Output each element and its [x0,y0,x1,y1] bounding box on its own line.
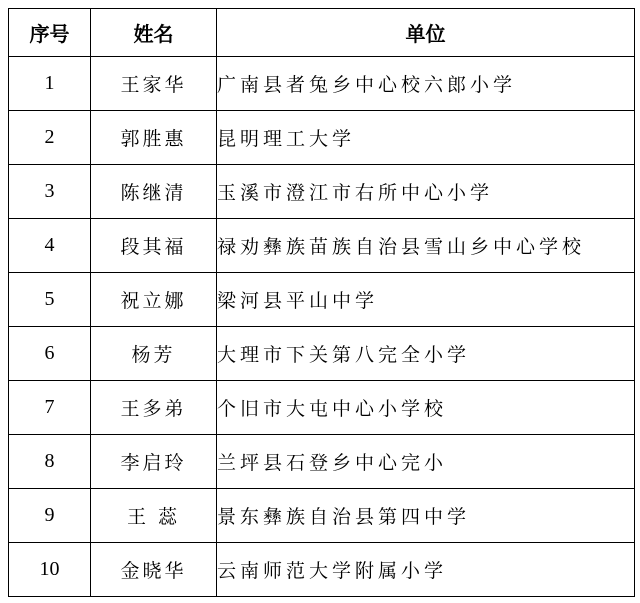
row-unit: 云南师范大学附属小学 [217,543,635,597]
row-name: 段其福 [91,219,217,273]
row-number: 2 [9,111,91,165]
table-row [9,489,635,543]
row-number: 8 [9,435,91,489]
table-row [9,165,635,219]
row-number: 1 [9,57,91,111]
table-body [9,57,635,597]
table-row [9,111,635,165]
table-row [9,327,635,381]
row-number: 9 [9,489,91,543]
row-name: 郭胜惠 [91,111,217,165]
row-unit: 景东彝族自治县第四中学 [217,489,635,543]
table-row [9,543,635,597]
row-unit: 禄劝彝族苗族自治县雪山乡中心学校 [217,219,635,273]
row-number: 7 [9,381,91,435]
header-number: 序号 [9,9,91,57]
table-row [9,381,635,435]
row-number: 6 [9,327,91,381]
table-row [9,219,635,273]
table-header-row [9,9,635,57]
row-unit: 玉溪市澄江市右所中心小学 [217,165,635,219]
row-unit: 个旧市大屯中心小学校 [217,381,635,435]
header-unit: 单位 [217,9,635,57]
table-row [9,57,635,111]
row-number: 4 [9,219,91,273]
row-unit: 广南县者兔乡中心校六郎小学 [217,57,635,111]
row-name: 金晓华 [91,543,217,597]
table-row [9,435,635,489]
row-name: 祝立娜 [91,273,217,327]
row-unit: 大理市下关第八完全小学 [217,327,635,381]
row-number: 3 [9,165,91,219]
row-number: 5 [9,273,91,327]
roster-table [8,8,635,597]
row-name: 陈继清 [91,165,217,219]
row-name: 李启玲 [91,435,217,489]
row-unit: 梁河县平山中学 [217,273,635,327]
header-name: 姓名 [91,9,217,57]
row-unit: 兰坪县石登乡中心完小 [217,435,635,489]
row-name: 王 蕊 [91,489,217,543]
table-row [9,273,635,327]
row-name: 王多弟 [91,381,217,435]
row-number: 10 [9,543,91,597]
row-name: 杨芳 [91,327,217,381]
row-unit: 昆明理工大学 [217,111,635,165]
row-name: 王家华 [91,57,217,111]
